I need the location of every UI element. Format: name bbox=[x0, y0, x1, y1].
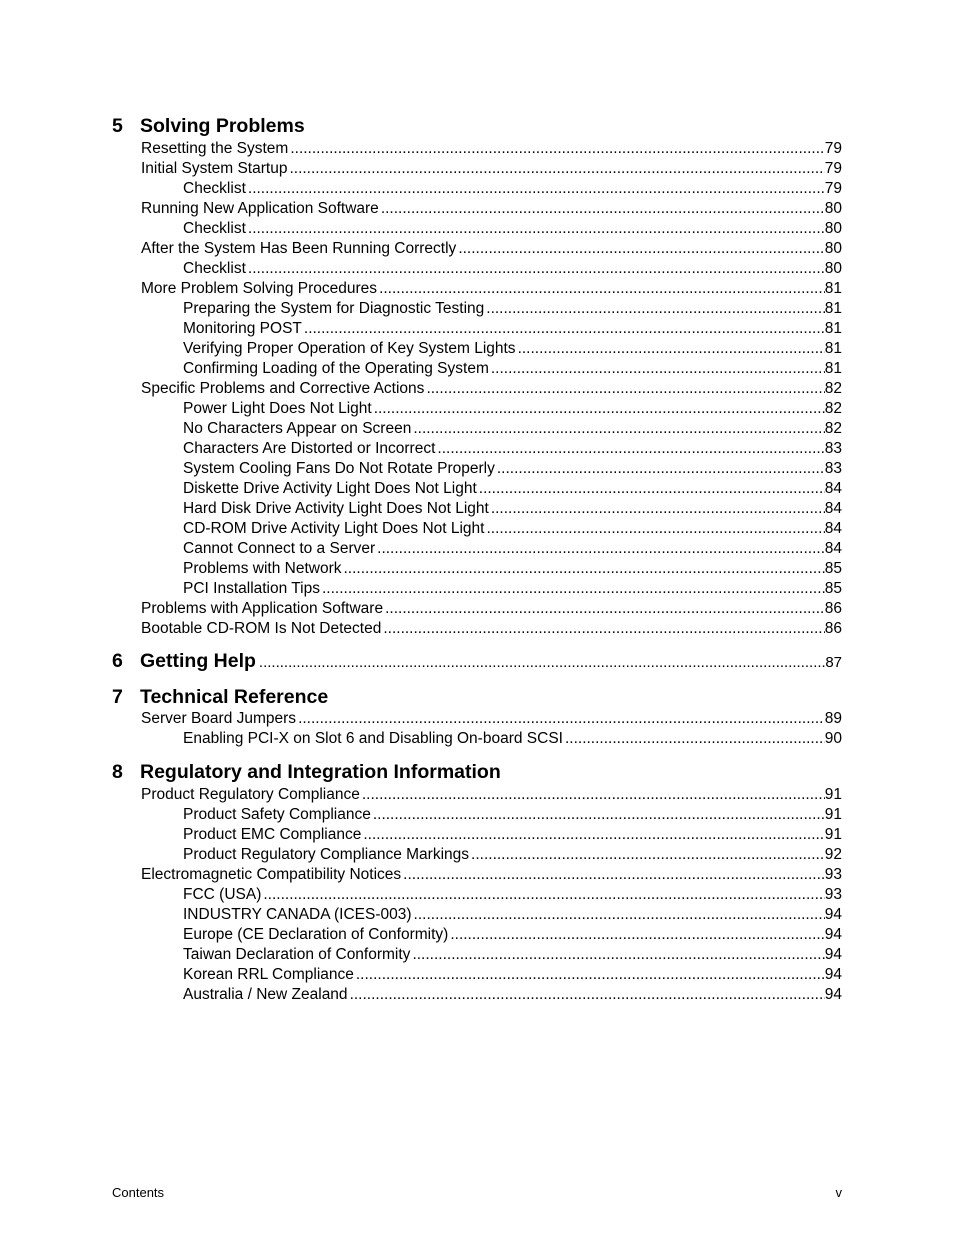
toc-entry-title: Confirming Loading of the Operating System bbox=[183, 360, 489, 377]
toc-entry[interactable] bbox=[183, 439, 842, 459]
toc-entry[interactable] bbox=[141, 619, 842, 639]
dot-leader bbox=[450, 925, 824, 945]
toc-entry[interactable] bbox=[183, 925, 842, 945]
toc-entry-title: Preparing the System for Diagnostic Testing bbox=[183, 300, 485, 317]
dot-leader bbox=[350, 985, 825, 1005]
toc-entry-page-number: 84 bbox=[824, 500, 842, 517]
toc-entry[interactable] bbox=[183, 319, 842, 339]
toc-entry-page-number: 81 bbox=[824, 300, 842, 317]
toc-entry[interactable] bbox=[183, 419, 842, 439]
toc-entry-title: CD-ROM Drive Activity Light Does Not Light bbox=[183, 520, 485, 537]
toc-entry[interactable] bbox=[183, 539, 842, 559]
toc-entry-page-number: 89 bbox=[824, 710, 842, 727]
toc-entry-page-number: 81 bbox=[824, 280, 842, 297]
toc-entry-page-number: 94 bbox=[824, 906, 842, 923]
toc-entry-page-number: 81 bbox=[824, 340, 842, 357]
toc-entry[interactable] bbox=[183, 219, 842, 239]
toc-entry[interactable] bbox=[183, 845, 842, 865]
dot-leader bbox=[479, 479, 825, 499]
toc-entry-title: Australia / New Zealand bbox=[183, 986, 348, 1003]
toc-entry-title: Problems with Application Software bbox=[141, 600, 384, 617]
dot-leader bbox=[259, 648, 825, 678]
dot-leader bbox=[263, 885, 824, 905]
chapter-title: Regulatory and Integration Information bbox=[140, 761, 501, 783]
toc-entry[interactable] bbox=[141, 199, 842, 219]
toc-entry-title: Bootable CD-ROM Is Not Detected bbox=[141, 620, 382, 637]
dot-leader bbox=[426, 379, 824, 399]
dot-leader bbox=[497, 459, 825, 479]
toc-entry-title: Initial System Startup bbox=[141, 160, 288, 177]
dot-leader bbox=[385, 599, 825, 619]
toc-entry-page-number: 79 bbox=[824, 180, 842, 197]
toc-entry[interactable] bbox=[141, 709, 842, 729]
dot-leader bbox=[471, 845, 825, 865]
dot-leader bbox=[373, 805, 825, 825]
dot-leader bbox=[377, 539, 825, 559]
toc-entry-page-number: 85 bbox=[824, 560, 842, 577]
dot-leader bbox=[413, 419, 824, 439]
toc-entry-title: Product Regulatory Compliance bbox=[141, 786, 360, 803]
toc-entry[interactable] bbox=[141, 239, 842, 259]
dot-leader bbox=[383, 619, 824, 639]
toc-entry[interactable] bbox=[141, 379, 842, 399]
toc-entry[interactable] bbox=[183, 965, 842, 985]
dot-leader bbox=[290, 139, 824, 159]
toc-entry-page-number: 84 bbox=[824, 480, 842, 497]
toc-entry-title: Checklist bbox=[183, 220, 246, 237]
dot-leader bbox=[491, 499, 825, 519]
dot-leader bbox=[356, 965, 825, 985]
toc-entry-title: FCC (USA) bbox=[183, 886, 262, 903]
dot-leader bbox=[491, 359, 825, 379]
toc-entry-page-number: 84 bbox=[824, 520, 842, 537]
toc-entry-title: Hard Disk Drive Activity Light Does Not Light bbox=[183, 500, 489, 517]
chapter-heading[interactable] bbox=[112, 648, 842, 674]
toc-entry-page-number: 86 bbox=[824, 600, 842, 617]
toc-entry-title: Korean RRL Compliance bbox=[183, 966, 354, 983]
dot-leader bbox=[381, 199, 825, 219]
toc-entry-title: Electromagnetic Compatibility Notices bbox=[141, 866, 402, 883]
toc-entry[interactable] bbox=[183, 359, 842, 379]
chapter-number: 5 bbox=[112, 115, 123, 137]
toc-entry-title: Verifying Proper Operation of Key System Lights bbox=[183, 340, 516, 357]
toc-entry-title: Specific Problems and Corrective Actions bbox=[141, 380, 425, 397]
chapter-title: Solving Problems bbox=[140, 115, 305, 137]
toc-entry-page-number: 81 bbox=[824, 360, 842, 377]
dot-leader bbox=[248, 219, 825, 239]
toc-entry[interactable] bbox=[141, 599, 842, 619]
toc-entry-title: Checklist bbox=[183, 260, 246, 277]
chapter-heading[interactable] bbox=[112, 759, 842, 785]
toc-entry-page-number: 94 bbox=[824, 966, 842, 983]
toc-entry-title: Taiwan Declaration of Conformity bbox=[183, 946, 411, 963]
toc-entry-page-number: 83 bbox=[824, 460, 842, 477]
toc-entry-page-number: 84 bbox=[824, 540, 842, 557]
toc-entry-title: Enabling PCI-X on Slot 6 and Disabling On-board SCSI bbox=[183, 730, 563, 747]
toc-entry-page-number: 93 bbox=[824, 866, 842, 883]
dot-leader bbox=[304, 319, 825, 339]
toc-entry-title: Cannot Connect to a Server bbox=[183, 540, 376, 557]
toc-entry[interactable] bbox=[141, 159, 842, 179]
toc-entry[interactable] bbox=[141, 139, 842, 159]
dot-leader bbox=[565, 729, 825, 749]
toc-entry-page-number: 93 bbox=[824, 886, 842, 903]
chapter-heading[interactable] bbox=[112, 684, 842, 710]
toc-entry-page-number: 79 bbox=[824, 160, 842, 177]
footer-section-label: Contents bbox=[112, 1185, 165, 1200]
toc-entry-page-number: 94 bbox=[824, 946, 842, 963]
toc-entry[interactable] bbox=[183, 945, 842, 965]
dot-leader bbox=[486, 519, 824, 539]
toc-entry[interactable] bbox=[183, 459, 842, 479]
toc-entry-page-number: 80 bbox=[824, 200, 842, 217]
toc-entry-title: Characters Are Distorted or Incorrect bbox=[183, 440, 436, 457]
chapter-title: Technical Reference bbox=[140, 686, 329, 708]
toc-entry-title: Monitoring POST bbox=[183, 320, 302, 337]
toc-entry-title: INDUSTRY CANADA (ICES-003) bbox=[183, 906, 412, 923]
toc-entry[interactable] bbox=[183, 499, 842, 519]
toc-entry-title: Checklist bbox=[183, 180, 246, 197]
toc-entry-title: Europe (CE Declaration of Conformity) bbox=[183, 926, 449, 943]
dot-leader bbox=[362, 785, 825, 805]
toc-entry-page-number: 91 bbox=[824, 786, 842, 803]
toc-entry-page-number: 92 bbox=[824, 846, 842, 863]
toc-entry[interactable] bbox=[141, 865, 842, 885]
toc-entry-page-number: 82 bbox=[824, 400, 842, 417]
toc-entry-title: PCI Installation Tips bbox=[183, 580, 320, 597]
toc-entry-title: Problems with Network bbox=[183, 560, 342, 577]
toc-entry-page-number: 85 bbox=[824, 580, 842, 597]
chapter-number: 7 bbox=[112, 686, 123, 708]
toc-entry-title: Server Board Jumpers bbox=[141, 710, 297, 727]
toc-entry-page-number: 80 bbox=[824, 220, 842, 237]
toc-entry[interactable] bbox=[141, 279, 842, 299]
chapter-page-number: 87 bbox=[825, 654, 842, 671]
chapter-heading[interactable] bbox=[112, 113, 842, 139]
toc-entry[interactable] bbox=[183, 985, 842, 1005]
chapter-number: 8 bbox=[112, 761, 123, 783]
toc-entry-page-number: 91 bbox=[824, 826, 842, 843]
dot-leader bbox=[298, 709, 825, 729]
toc-entry[interactable] bbox=[183, 559, 842, 579]
toc-entry-page-number: 91 bbox=[824, 806, 842, 823]
toc-entry-page-number: 86 bbox=[824, 620, 842, 637]
toc-entry[interactable] bbox=[183, 825, 842, 845]
dot-leader bbox=[403, 865, 825, 885]
footer-page-number: v bbox=[835, 1185, 842, 1200]
dot-leader bbox=[458, 239, 824, 259]
toc-entry[interactable] bbox=[183, 299, 842, 319]
dot-leader bbox=[344, 559, 825, 579]
toc-entry[interactable] bbox=[183, 339, 842, 359]
toc-entry-title: Product Regulatory Compliance Markings bbox=[183, 846, 470, 863]
dot-leader bbox=[437, 439, 824, 459]
dot-leader bbox=[518, 339, 825, 359]
toc-entry-page-number: 82 bbox=[824, 380, 842, 397]
toc-entry-title: Power Light Does Not Light bbox=[183, 400, 372, 417]
toc-entry-title: No Characters Appear on Screen bbox=[183, 420, 412, 437]
toc-entry[interactable] bbox=[183, 729, 842, 749]
dot-leader bbox=[379, 279, 825, 299]
toc-entry-title: Product Safety Compliance bbox=[183, 806, 371, 823]
toc-entry-title: System Cooling Fans Do Not Rotate Properly bbox=[183, 460, 495, 477]
toc-entry-page-number: 80 bbox=[824, 260, 842, 277]
toc-entry-page-number: 90 bbox=[824, 730, 842, 747]
toc-entry[interactable] bbox=[183, 805, 842, 825]
chapter-title: Getting Help bbox=[140, 650, 256, 672]
toc-entry[interactable] bbox=[183, 479, 842, 499]
toc-entry[interactable] bbox=[183, 179, 842, 199]
toc-entry-title: Diskette Drive Activity Light Does Not Light bbox=[183, 480, 477, 497]
toc-entry-page-number: 81 bbox=[824, 320, 842, 337]
toc-entry[interactable] bbox=[183, 579, 842, 599]
toc-entry[interactable] bbox=[183, 885, 842, 905]
toc-entry-page-number: 94 bbox=[824, 926, 842, 943]
toc-entry[interactable] bbox=[183, 259, 842, 279]
toc-entry-page-number: 79 bbox=[824, 140, 842, 157]
dot-leader bbox=[248, 259, 825, 279]
dot-leader bbox=[248, 179, 825, 199]
toc-entry[interactable] bbox=[141, 785, 842, 805]
toc-entry-title: Resetting the System bbox=[141, 140, 289, 157]
chapter-number: 6 bbox=[112, 650, 123, 672]
toc-entry-page-number: 83 bbox=[824, 440, 842, 457]
dot-leader bbox=[363, 825, 824, 845]
dot-leader bbox=[289, 159, 824, 179]
toc-entry-title: More Problem Solving Procedures bbox=[141, 280, 378, 297]
dot-leader bbox=[414, 905, 825, 925]
toc-entry-page-number: 94 bbox=[824, 986, 842, 1003]
toc-entry[interactable] bbox=[183, 905, 842, 925]
dot-leader bbox=[412, 945, 824, 965]
dot-leader bbox=[486, 299, 824, 319]
toc-entry-title: After the System Has Been Running Correctly bbox=[141, 240, 457, 257]
toc-entry[interactable] bbox=[183, 519, 842, 539]
dot-leader bbox=[322, 579, 825, 599]
toc-entry-page-number: 80 bbox=[824, 240, 842, 257]
toc-entry[interactable] bbox=[183, 399, 842, 419]
toc-entry-page-number: 82 bbox=[824, 420, 842, 437]
toc-entry-title: Running New Application Software bbox=[141, 200, 379, 217]
dot-leader bbox=[374, 399, 825, 419]
toc-entry-title: Product EMC Compliance bbox=[183, 826, 362, 843]
